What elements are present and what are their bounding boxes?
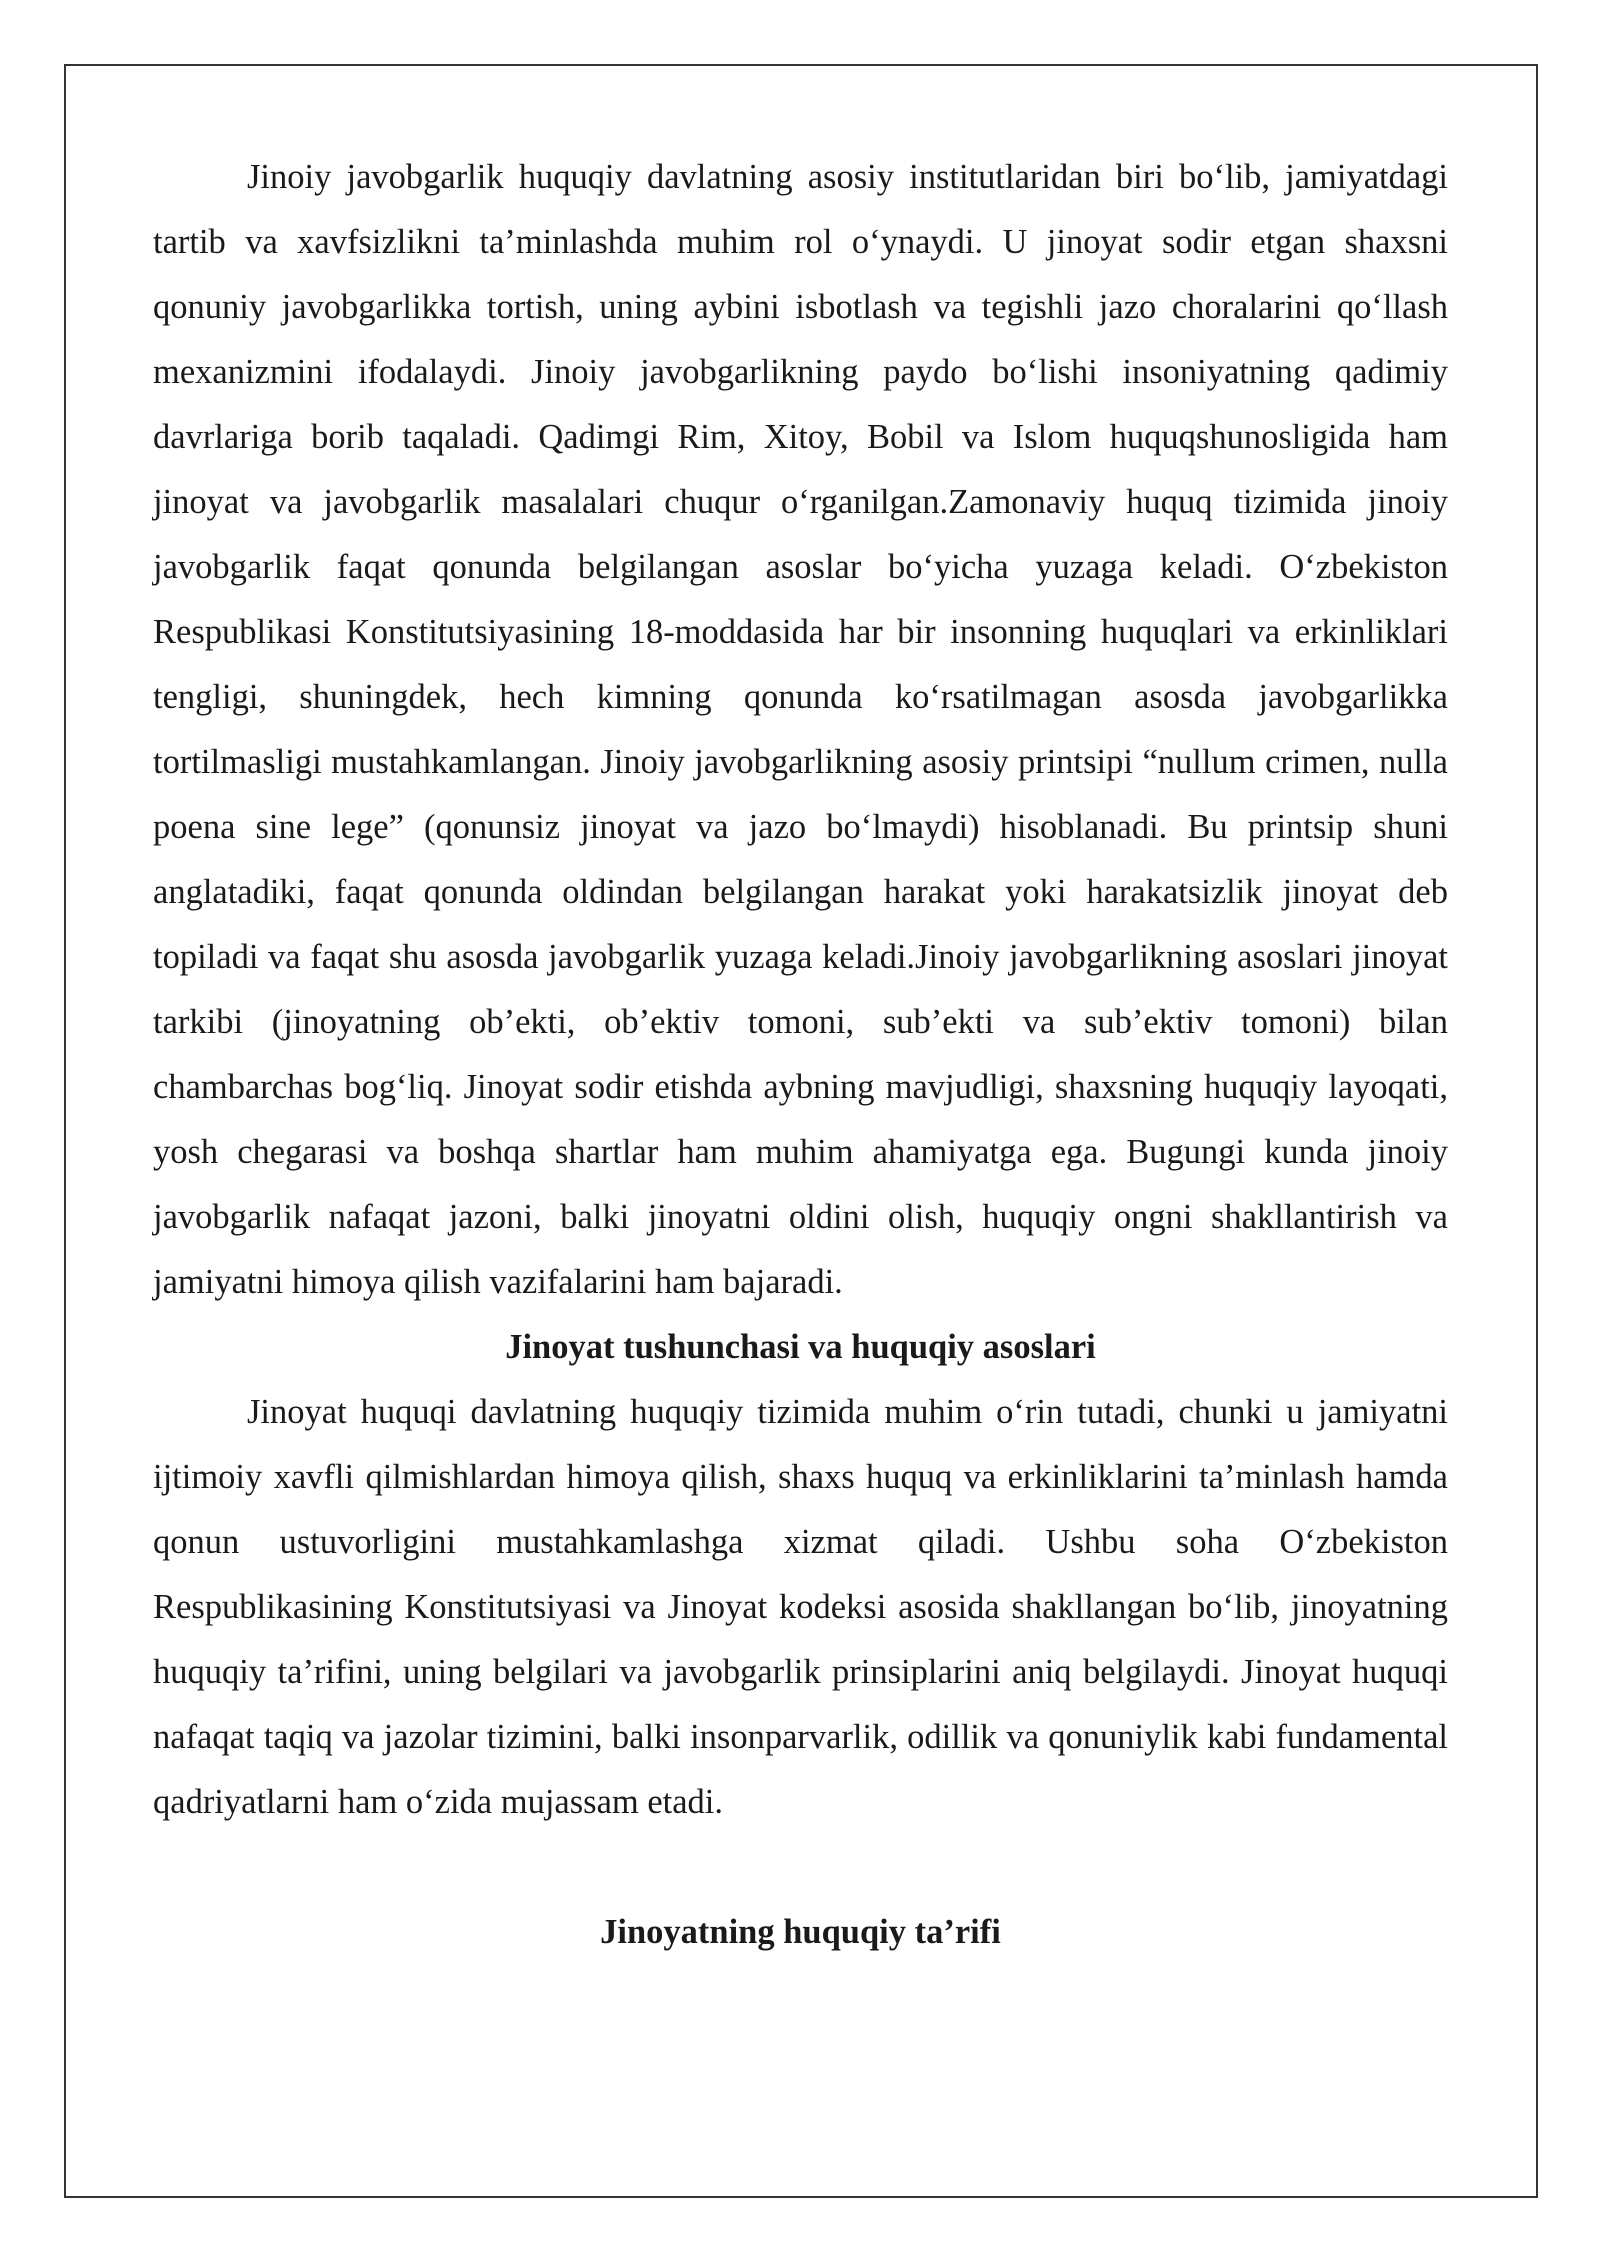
spacer	[153, 1835, 1448, 1900]
intro-paragraph: Jinoiy javobgarlik huquqiy davlatning asosiy institutlaridan biri bo‘lib, jamiyatdagi tartib va xavfsizlikni ta’minlashda muhim rol o‘ynaydi. U jinoyat sodir etgan shaxsni qonuniy javobgarlikka tortish, uning aybini isbotlash va tegishli jazo choralarini qo‘llash mexanizmini ifodalaydi. Jinoiy javobgarlikning paydo bo‘lishi insoniyatning qadimiy davrlariga borib taqaladi. Qadimgi Rim, Xitoy, Bobil va Islom huquqshunosligida ham jinoyat va javobgarlik masalalari chuqur o‘rganilgan.Zamonaviy huquq tizimida jinoiy javobgarlik faqat qonunda belgilangan asoslar bo‘yicha yuzaga keladi. O‘zbekiston Respublikasi Konstitutsiyasining 18-moddasida har bir insonning huquqlari va erkinliklari tengligi, shuningdek, hech kimning qonunda ko‘rsatilmagan asosda javobgarlikka tortilmasligi mustahkamlangan. Jinoiy javobgarlikning asosiy printsipi “nullum crimen, nulla poena sine lege” (qonunsiz jinoyat va jazo bo‘lmaydi) hisoblanadi. Bu printsip shuni anglatadiki, faqat qonunda oldindan belgilangan harakat yoki harakatsizlik jinoyat deb topiladi va faqat shu asosda javobgarlik yuzaga keladi.Jinoiy javobgarlikning asoslari jinoyat tarkibi (jinoyatning ob’ekti, ob’ektiv tomoni, sub’ekti va sub’ektiv tomoni) bilan chambarchas bog‘liq. Jinoyat sodir etishda aybning mavjudligi, shaxsning huquqiy layoqati, yosh chegarasi va boshqa shartlar ham muhim ahamiyatga ega. Bugungi kunda jinoiy javobgarlik nafaqat jazoni, balki jinoyatni oldini olish, huquqiy ongni shakllantirish va jamiyatni himoya qilish vazifalarini ham bajaradi.	[153, 158, 1448, 1301]
section-heading-legal-definition: Jinoyatning huquqiy ta’rifi	[600, 1913, 1001, 1951]
criminal-law-paragraph: Jinoyat huquqi davlatning huquqiy tizimida muhim o‘rin tutadi, chunki u jamiyatni ijtimoiy xavfli qilmishlardan himoya qilish, shaxs huquq va erkinliklarini ta’minlash hamda qonun ustuvorligini mustahkamlashga xizmat qiladi. Ushbu soha O‘zbekiston Respublikasining Konstitutsiyasi va Jinoyat kodeksi asosida shakllangan bo‘lib, jinoyatning huquqiy ta’rifini, uning belgilari va javobgarlik prinsiplarini aniq belgilaydi. Jinoyat huquqi nafaqat taqiq va jazolar tizimini, balki insonparvarlik, odillik va qonuniylik kabi fundamental qadriyatlarni ham o‘zida mujassam etadi.	[153, 1393, 1448, 1821]
document-body	[153, 145, 1448, 1965]
section-heading-crime-concept: Jinoyat tushunchasi va huquqiy asoslari	[505, 1328, 1096, 1366]
